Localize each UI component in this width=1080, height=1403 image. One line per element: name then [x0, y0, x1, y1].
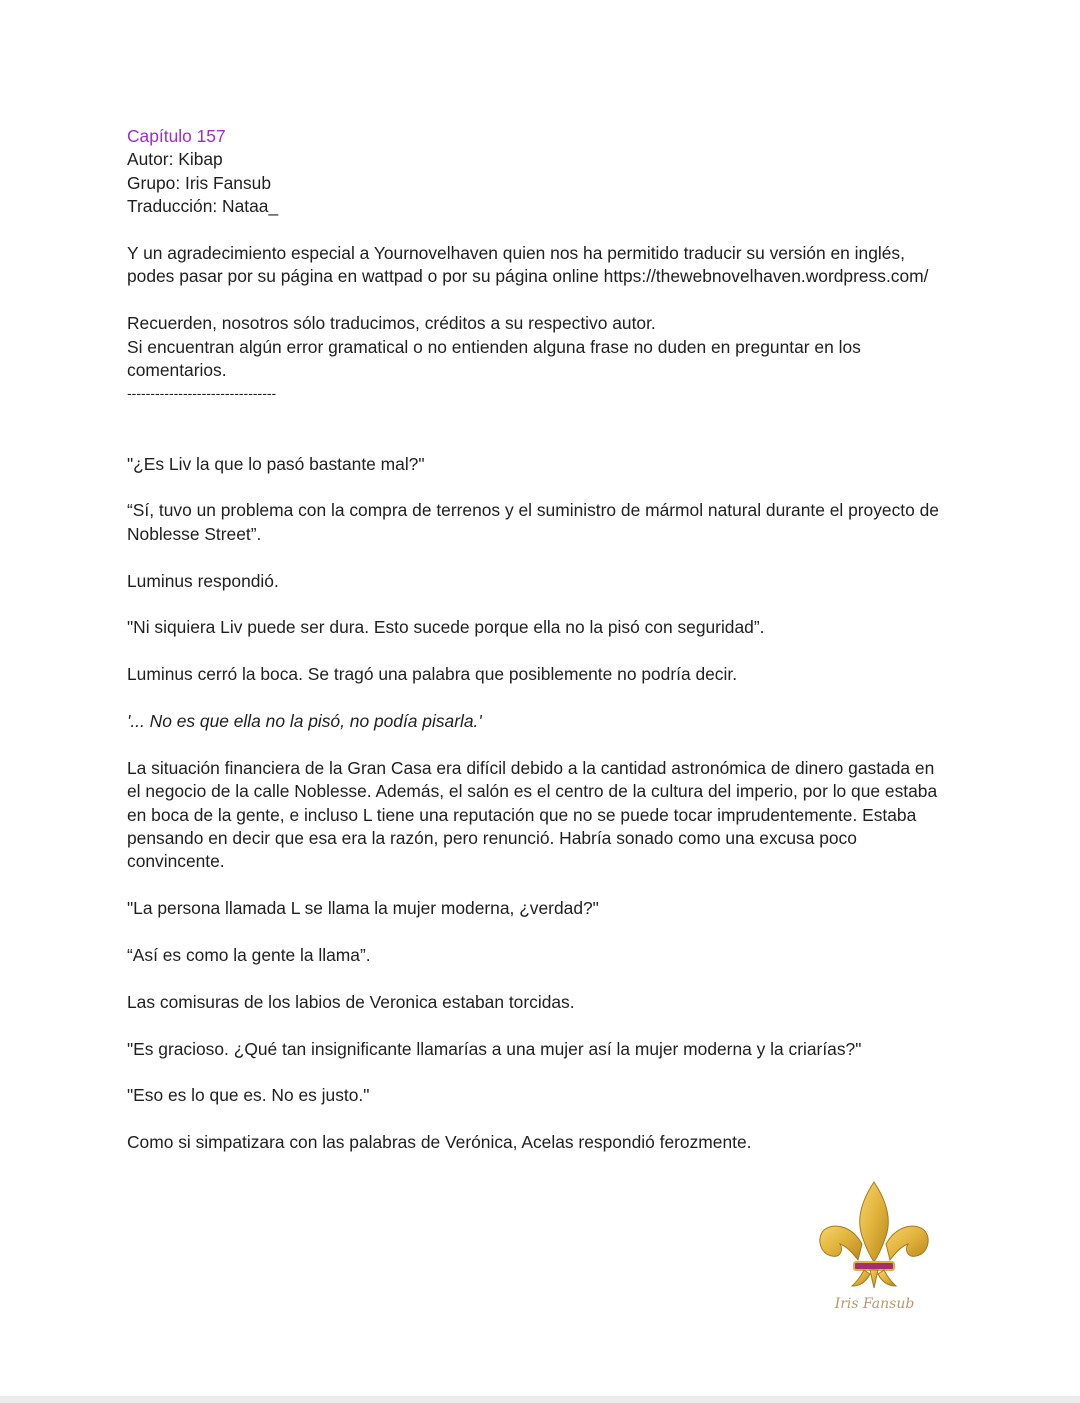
paragraph-2-line-1: “Sí, tuvo un problema con la compra de terrenos y el suministro de mármol natural durante el proyecto de: [127, 500, 939, 521]
paragraph-7-line-5: convincente.: [127, 851, 225, 872]
remember-line: Recuerden, nosotros sólo traducimos, créditos a su respectivo autor.: [127, 313, 656, 334]
chapter-title: Capítulo 157: [127, 126, 226, 146]
paragraph-10: Las comisuras de los labios de Veronica estaban torcidas.: [127, 991, 575, 1012]
paragraph-8: "La persona llamada L se llama la mujer moderna, ¿verdad?": [127, 898, 599, 919]
translation-line: Traducción: Nataa_: [127, 196, 279, 217]
group-line: Grupo: Iris Fansub: [127, 172, 272, 193]
errors-line-2: comentarios.: [127, 360, 227, 381]
thanks-line-2: podes pasar por su página en wattpad o por su página online https://thewebnovelhaven.wordpress.com/: [127, 266, 929, 287]
bottom-bar: [0, 1396, 1080, 1403]
separator-line: --------------------------------: [127, 385, 277, 402]
paragraph-5: Luminus cerró la boca. Se tragó una palabra que posiblemente no podría decir.: [127, 664, 738, 685]
paragraph-7-line-4: pensando en decir que esa era la razón, pero renunció. Habría sonado como una excusa poco: [127, 828, 857, 849]
logo-text: Iris Fansub: [834, 1296, 915, 1312]
fleur-de-lis-icon: [812, 1178, 937, 1298]
paragraph-11: "Es gracioso. ¿Qué tan insignificante llamarías a una mujer así la mujer moderna y la criarías?": [127, 1038, 862, 1059]
paragraph-7-line-3: en boca de la gente, e incluso L tiene una reputación que no se puede tocar imprudentemente. Estaba: [127, 804, 917, 825]
paragraph-1: "¿Es Liv la que lo pasó bastante mal?": [127, 453, 425, 474]
paragraph-12: "Eso es lo que es. No es justo.": [127, 1085, 370, 1106]
errors-line-1: Si encuentran algún error gramatical o no entienden alguna frase no duden en preguntar en los: [127, 336, 861, 357]
paragraph-4: "Ni siquiera Liv puede ser dura. Esto sucede porque ella no la pisó con seguridad”.: [127, 617, 765, 638]
document-page: [127, 125, 957, 1155]
paragraph-13: Como si simpatizara con las palabras de Verónica, Acelas respondió ferozmente.: [127, 1132, 752, 1153]
paragraph-2-line-2: Noblesse Street”.: [127, 523, 262, 544]
paragraph-3: Luminus respondió.: [127, 570, 279, 591]
paragraph-9: “Así es como la gente la llama”.: [127, 945, 371, 966]
iris-fansub-logo: [812, 1178, 937, 1328]
paragraph-6-thought: '... No es que ella no la pisó, no podía pisarla.': [127, 711, 482, 732]
paragraph-7-line-2: el negocio de la calle Noblesse. Además, el salón es el centro de la cultura del imperio, por lo que estaba: [127, 781, 938, 802]
thanks-line-1: Y un agradecimiento especial a Yournovelhaven quien nos ha permitido traducir su versión en inglés,: [127, 243, 905, 264]
paragraph-7-line-1: La situación financiera de la Gran Casa era difícil debido a la cantidad astronómica de dinero gastada en: [127, 757, 935, 778]
author-line: Autor: Kibap: [127, 149, 223, 170]
